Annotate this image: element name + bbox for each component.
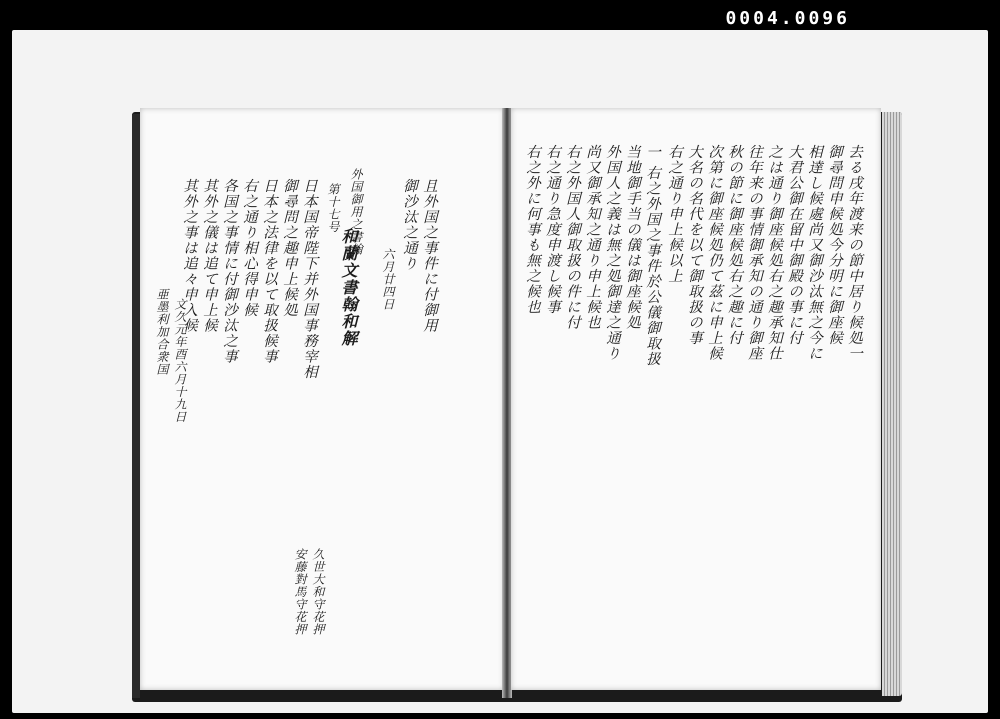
left-cover-edge [132, 114, 140, 698]
right-col-17: 右之外に何事も無之候也 [524, 144, 540, 315]
open-book [132, 108, 902, 698]
right-col-15: 右之外国人御取扱の件に付 [564, 144, 580, 330]
left-col-2: 御沙汰之通り [401, 178, 417, 271]
left-col-11: 各国之事情に付御沙汰之事 [221, 178, 237, 364]
right-col-14: 尚又御承知之通り申上候也 [584, 144, 600, 330]
right-col-6: 往年来の事情御承知の通り御座 [746, 144, 762, 361]
film-frame [12, 30, 988, 713]
right-col-2: 御尋問申候処今分明に御座候 [826, 144, 842, 346]
left-col-10: 右之通り相心得申候 [241, 178, 257, 318]
left-col-1: 且外国之事件に付御用 [421, 178, 437, 333]
left-col-date: 文久元年酉六月十九日 [173, 298, 187, 423]
right-col-7: 秋の節に御座候処右之趣に付 [726, 144, 742, 346]
frame-code: 0004.0096 [725, 8, 850, 29]
page-edges [882, 112, 902, 696]
right-col-9: 大名の名代を以て御取扱の事 [686, 144, 702, 346]
right-col-8: 次第に御座候処仍て茲に申上候 [706, 144, 722, 361]
left-col-5: 第十七号 [326, 183, 340, 233]
left-col-9: 日本之法律を以て取扱候事 [261, 178, 277, 364]
left-col-6: 和蘭文書翰和解 [339, 228, 358, 347]
left-col-8: 御尋問之趣申上候処 [281, 178, 297, 318]
right-col-10: 右之通り申上候以上 [666, 144, 682, 284]
left-col-7: 日本国帝陛下并外国事務宰相 [301, 178, 317, 380]
left-col-4: 外国御用之書翰 [349, 168, 363, 256]
right-col-4: 大君公御在留中御殿の事に付 [786, 144, 802, 346]
left-col-12: 其外之儀は追て申上候 [201, 178, 217, 333]
left-col-recipient: 亜墨利加合衆国 [155, 288, 169, 376]
right-col-12: 当地御手当の儀は御座候処 [624, 144, 640, 330]
left-col-3: 六月廿四日 [381, 248, 395, 311]
left-col-13: 其外之事は追々申入候 [181, 178, 197, 333]
right-col-13: 外国人之義は無之処御達之通り [604, 144, 620, 361]
right-col-3: 相達し候處尚又御沙汰無之今に [806, 144, 822, 361]
right-page [510, 108, 881, 690]
left-page [140, 108, 505, 690]
right-col-1: 去る戌年渡来の節中居り候処一 [846, 144, 862, 361]
right-col-11: 一 右之外国之事件於公儀御取扱 [644, 144, 660, 367]
right-col-16: 右之通り急度申渡し候事 [544, 144, 560, 315]
signature-2: 安藤對馬守花押 [293, 548, 307, 636]
signature-1: 久世大和守花押 [311, 548, 325, 636]
right-col-5: 之は通り御座候処右之趣承知仕 [766, 144, 782, 361]
